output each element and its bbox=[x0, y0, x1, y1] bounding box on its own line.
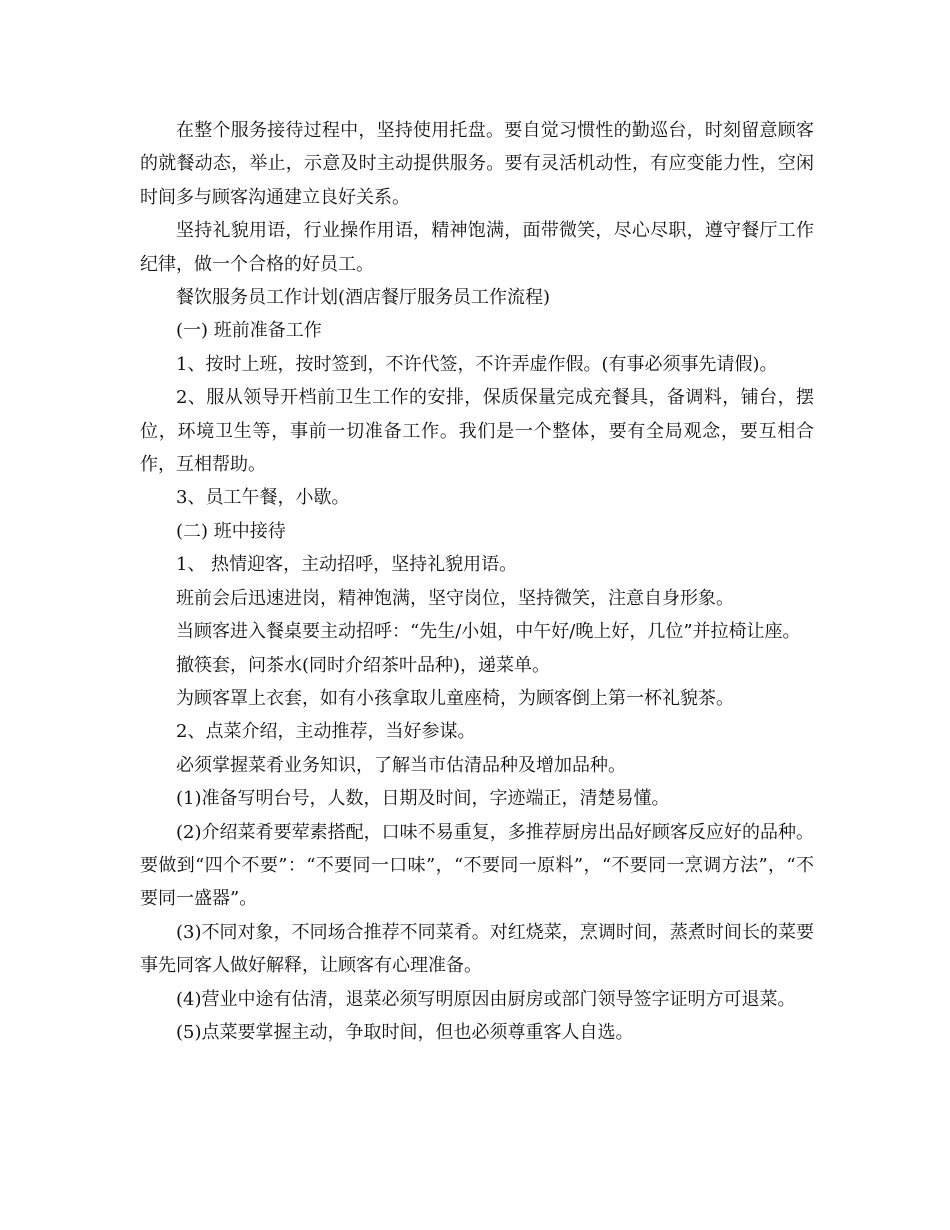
paragraph-greeting-phrase: 当顾客进入餐桌要主动招呼：“先生/小姐，中午好/晚上好，几位”并拉椅让座。 bbox=[176, 621, 801, 643]
paragraph-tea-menu: 撤筷套，问茶水(同时介绍茶叶品种)，递菜单。 bbox=[176, 654, 551, 676]
list-item-lunch: 3、员工午餐，小歇。 bbox=[176, 487, 350, 509]
sub-item-4: (4)营业中途有估清，退菜必须写明原因由厨房或部门领导签字证明方可退菜。 bbox=[176, 988, 796, 1010]
paragraph-menu-knowledge: 必须掌握菜肴业务知识，了解当市估清品种及增加品种。 bbox=[176, 754, 626, 776]
document-body bbox=[140, 114, 814, 1049]
sub-item-3: (3)不同对象，不同场合推荐不同菜肴。对红烧菜，烹调时间，蒸煮时间长的菜要事先同客人做好解释，让顾客有心理准备。 bbox=[140, 921, 814, 977]
sub-item-2: (2)介绍菜肴要荤素搭配，口味不易重复，多推荐厨房出品好顾客反应好的品种。要做到“四个不要”：“不要同一口味”，“不要同一原料”，“不要同一烹调方法”，“不要同一盛器”。 bbox=[140, 821, 814, 910]
section-heading-in-shift: (二) 班中接待 bbox=[176, 520, 286, 542]
list-item-greeting: 1、 热情迎客，主动招呼，坚持礼貌用语。 bbox=[176, 554, 518, 576]
list-item-on-time: 1、按时上班，按时签到，不许代签，不许弄虚作假。(有事必须事先请假)。 bbox=[176, 353, 778, 375]
paragraph-polite-language: 坚持礼貌用语，行业操作用语，精神饱满，面带微笑，尽心尽职，遵守餐厅工作纪律，做一个合格的好员工。 bbox=[140, 220, 814, 275]
sub-item-5: (5)点菜要掌握主动，争取时间，但也必须尊重客人自选。 bbox=[176, 1021, 634, 1043]
paragraph-cover-chair: 为顾客罩上衣套，如有小孩拿取儿童座椅，为顾客倒上第一杯礼貌茶。 bbox=[176, 687, 734, 709]
paragraph-tray-service: 在整个服务接待过程中，坚持使用托盘。要自觉习惯性的勤巡台，时刻留意顾客的就餐动态，举止，示意及时主动提供服务。要有灵活机动性，有应变能力性，空闲时间多与顾客沟通建立良好关系。 bbox=[140, 120, 814, 208]
paragraph-plan-title: 餐饮服务员工作计划(酒店餐厅服务员工作流程) bbox=[176, 287, 551, 309]
sub-item-1: (1)准备写明台号，人数，日期及时间，字迹端正，清楚易懂。 bbox=[176, 788, 670, 810]
section-heading-pre-shift: (一) 班前准备工作 bbox=[176, 320, 322, 342]
list-item-preparation: 2、服从领导开档前卫生工作的安排，保质保量完成充餐具，备调料，铺台，摆位，环境卫生等，事前一切准备工作。我们是一个整体，要有全局观念，要互相合作，互相帮助。 bbox=[140, 387, 814, 476]
list-item-ordering: 2、点菜介绍，主动推荐，当好参谋。 bbox=[176, 721, 476, 743]
paragraph-post-meeting: 班前会后迅速进岗，精神饱满，坚守岗位，坚持微笑，注意自身形象。 bbox=[176, 587, 734, 609]
